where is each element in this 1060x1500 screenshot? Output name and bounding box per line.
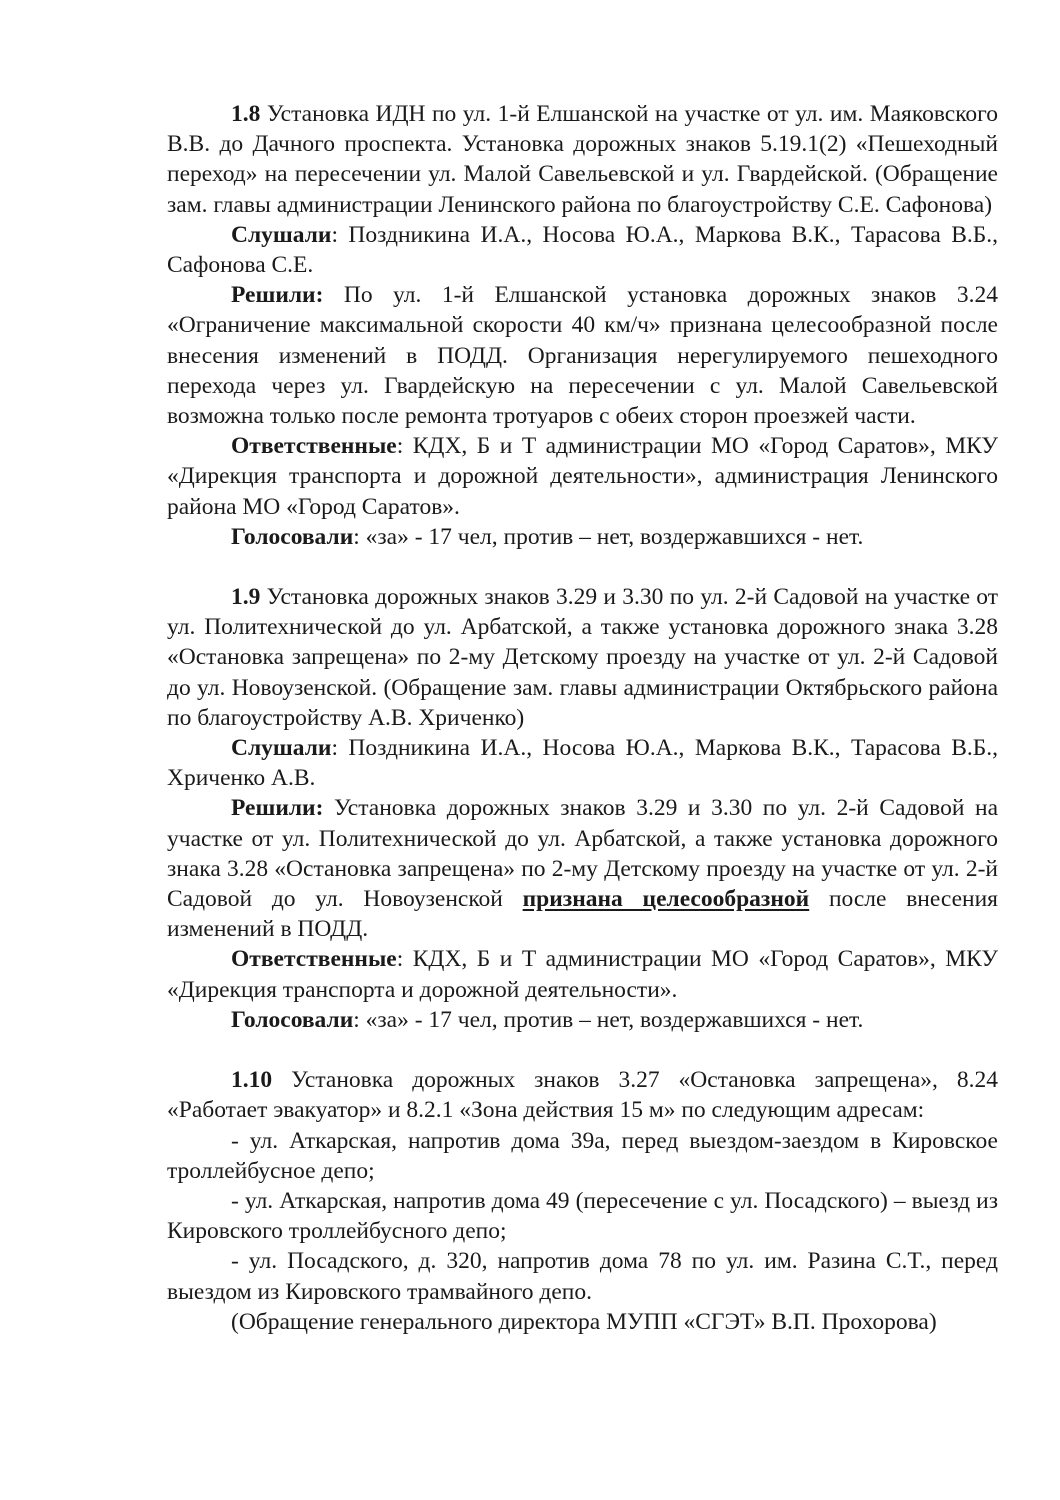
decided-paragraph — [167, 793, 998, 944]
vote-text: : «за» - 17 чел, против – нет, воздержавшихся - нет. — [353, 1006, 864, 1033]
section-number: 1.10 — [231, 1067, 273, 1094]
section-title — [167, 99, 998, 220]
decided-paragraph — [167, 280, 998, 431]
section-gap — [167, 552, 998, 582]
section-1-10 — [167, 1065, 998, 1337]
address-item: - ул. Аткарская, напротив дома 49 (пересечение с ул. Посадского) – выезд из Кировского троллейбусного депо; — [167, 1187, 998, 1245]
section-gap — [167, 1035, 998, 1065]
decided-label: Решили: — [231, 282, 324, 309]
decided-label: Решили: — [231, 795, 324, 822]
heard-label: Слушали — [231, 735, 332, 762]
decided-text: По ул. 1-й Елшанской установка дорожных знаков 3.24 «Ограничение максимальной скорости 40 км/ч» признана целесообразной после внесения изменений в ПОДД. Организация нерегулируемого пешеходного перехода через ул. Гвардейскую на пересечении с ул. Малой Савельевской возможна только после ремонта тротуаров с обеих сторон проезжей части. — [167, 282, 998, 430]
section-title-text: Установка дорожных знаков 3.29 и 3.30 по ул. 2-й Садовой на участке от ул. Политехнической до ул. Арбатской, а также установка дорожного знака 3.28 «Остановка запрещена» по 2-му Детскому проезду на участке от ул. 2-й Садовой до ул. Новоузенской. (Обращение зам. главы администрации Октябрьского района по благоустройству А.В. Хриченко) — [167, 584, 998, 731]
responsible-text: : КДХ, Б и Т администрации МО «Город Саратов», МКУ «Дирекция транспорта и дорожной деятельности», администрация Ленинского района МО «Город Саратов». — [167, 433, 998, 520]
responsible-paragraph — [167, 944, 998, 1004]
decided-tail: после внесения изменений в ПОДД. — [167, 886, 998, 943]
section-title-text: Установка дорожных знаков 3.27 «Остановка запрещена», 8.24 «Работает эвакуатор» и 8.2.1 «Зона действия 15 м» по следующим адресам: — [167, 1067, 998, 1124]
section-number: 1.9 — [231, 584, 261, 611]
heard-paragraph — [167, 220, 998, 280]
responsible-label: Ответственные — [231, 433, 397, 460]
section-title — [167, 582, 998, 733]
address-item: - ул. Аткарская, напротив дома 39а, перед выездом-заездом в Кировское троллейбусное депо; — [167, 1127, 998, 1184]
heard-label: Слушали — [231, 221, 332, 248]
heard-paragraph — [167, 733, 998, 793]
responsible-paragraph — [167, 431, 998, 522]
section-title — [167, 1065, 998, 1125]
heard-text: : Поздникина И.А., Носова Ю.А., Маркова В.К., Тарасова В.Б., Хриченко А.В. — [167, 735, 998, 792]
section-number: 1.8 — [231, 101, 261, 127]
responsible-label: Ответственные — [231, 946, 397, 973]
vote-label: Голосовали — [231, 1006, 354, 1033]
decided-text: Установка дорожных знаков 3.29 и 3.30 по ул. 2-й Садовой на участке от ул. Политехнической до ул. Арбатской, а также установка дорожного знака 3.28 «Остановка запрещена» по 2-му Детскому проезду на участке от ул. 2-й Садовой до ул. Новоузенской — [167, 795, 998, 913]
section-1-9 — [167, 582, 998, 1035]
vote-paragraph — [167, 522, 998, 552]
address-item: - ул. Посадского, д. 320, напротив дома 78 по ул. им. Разина С.Т., перед выездом из Кировского трамвайного депо. — [167, 1248, 998, 1305]
decided-emphasis: признана целесообразной — [522, 886, 810, 913]
heard-text: : Поздникина И.А., Носова Ю.А., Маркова В.К., Тарасова В.Б., Сафонова С.Е. — [167, 221, 998, 279]
responsible-text: : КДХ, Б и Т администрации МО «Город Саратов», МКУ «Дирекция транспорта и дорожной деятельности». — [167, 946, 998, 1003]
section-title-text: Установка ИДН по ул. 1-й Елшанской на участке от ул. им. Маяковского В.В. до Дачного проспекта. Установка дорожных знаков 5.19.1(2) «Пешеходный переход» на пересечении ул. Малой Савельевской и ул. Гвардейской. (Обращение зам. главы администрации Ленинского района по благоустройству С.Е. Сафонова) — [167, 101, 998, 218]
vote-label: Голосовали — [231, 523, 354, 550]
vote-paragraph — [167, 1005, 998, 1035]
vote-text: : «за» - 17 чел, против – нет, воздержавшихся - нет. — [353, 523, 864, 550]
appeal-line: (Обращение генерального директора МУПП «СГЭТ» В.П. Прохорова) — [231, 1308, 937, 1335]
section-1-8 — [167, 99, 998, 552]
